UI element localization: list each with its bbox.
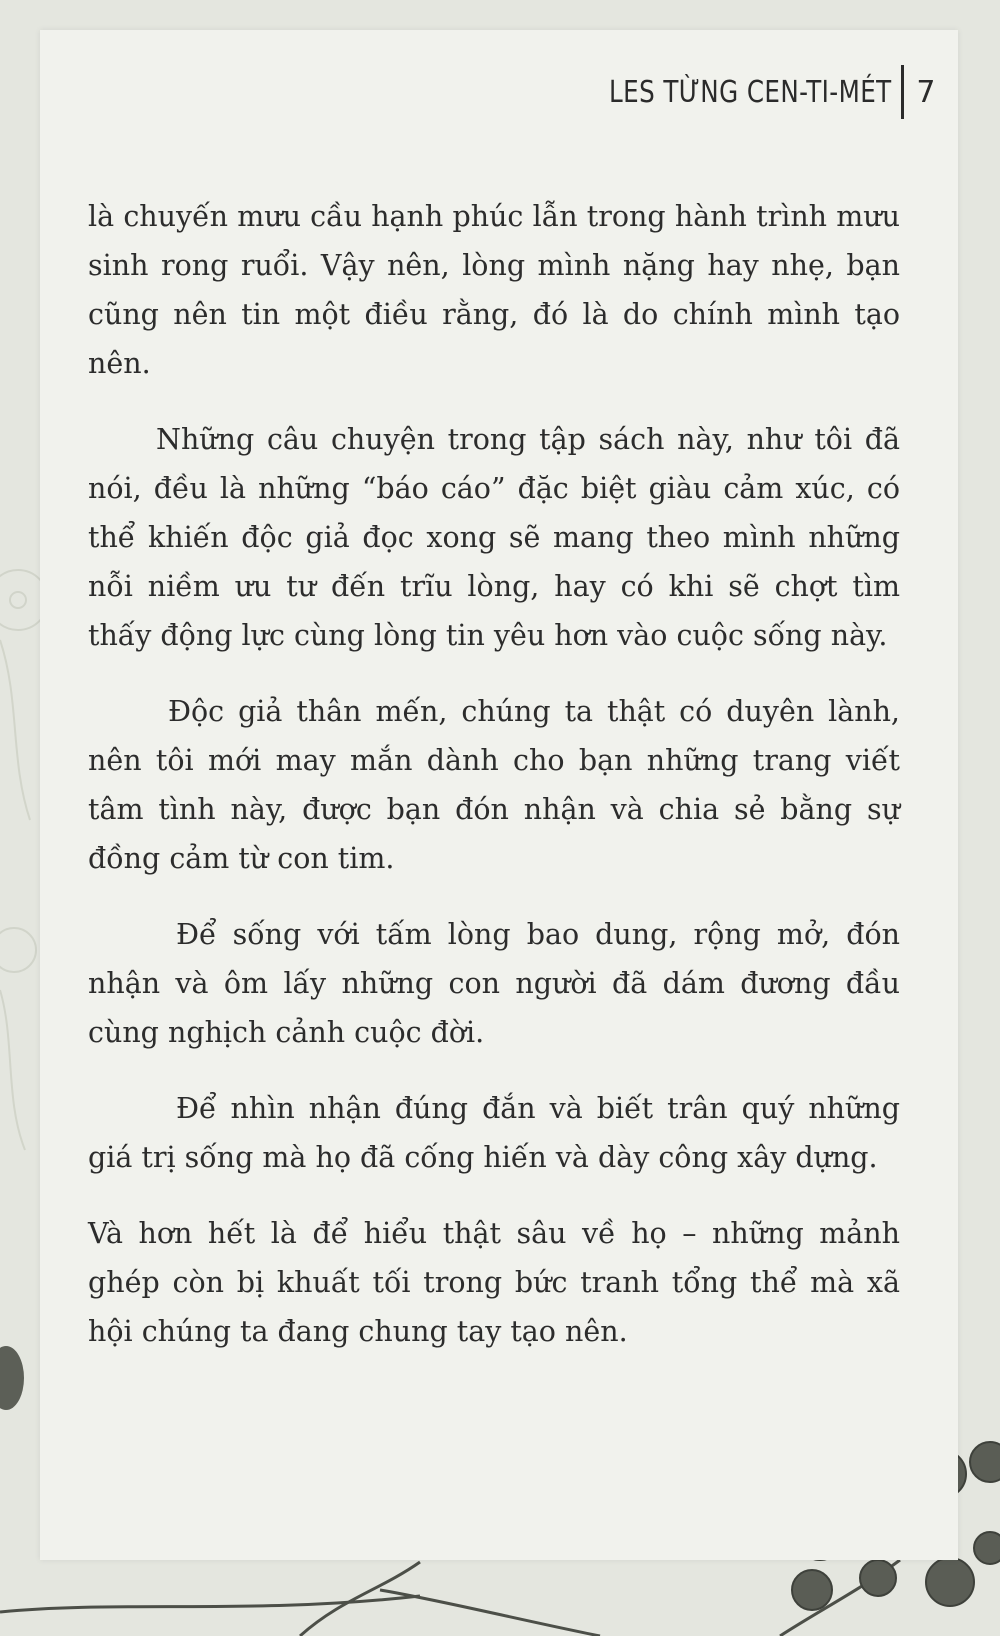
paragraph-5: Để nhìn nhận đúng đắn và biết trân quý những giá trị sống mà họ đã cống hiến và dày công xây dựng. (88, 1092, 900, 1174)
book-title: LES TỪNG CEN-TI-MÉT (608, 74, 892, 110)
berry-branch-left (0, 1346, 24, 1410)
paragraph-1: là chuyến mưu cầu hạnh phúc lẫn trong hành trình mưu sinh rong ruổi. Vậy nên, lòng mình nặng hay nhẹ, bạn cũng nên tin một điều rằng, đó là do chính mình tạo nên. (88, 200, 900, 380)
paragraph-2: Những câu chuyện trong tập sách này, như tôi đã nói, đều là những “báo cáo” đặc biệt giàu cảm xúc, có thể khiến độc giả đọc xong sẽ mang theo mình những nỗi niềm ưu tư đến trĩu lòng, hay có khi sẽ chợt tìm thấy động lực cùng lòng tin yêu hơn vào cuộc sống này. (88, 423, 900, 652)
body-text (88, 192, 900, 1383)
header-divider (901, 65, 904, 119)
page-number: 7 (916, 74, 936, 110)
paragraph-3: Độc giả thân mến, chúng ta thật có duyên lành, nên tôi mới may mắn dành cho bạn những trang viết tâm tình này, được bạn đón nhận và chia sẻ bằng sự đồng cảm từ con tim. (88, 695, 900, 875)
paragraph-6: Và hơn hết là để hiểu thật sâu về họ – những mảnh ghép còn bị khuất tối trong bức tranh tổng thể mà xã hội chúng ta đang chung tay tạo nên. (88, 1217, 900, 1348)
paragraph-4: Để sống với tấm lòng bao dung, rộng mở, đón nhận và ôm lấy những con người đã dám đương đầu cùng nghịch cảnh cuộc đời. (88, 918, 900, 1049)
running-header (547, 62, 936, 122)
